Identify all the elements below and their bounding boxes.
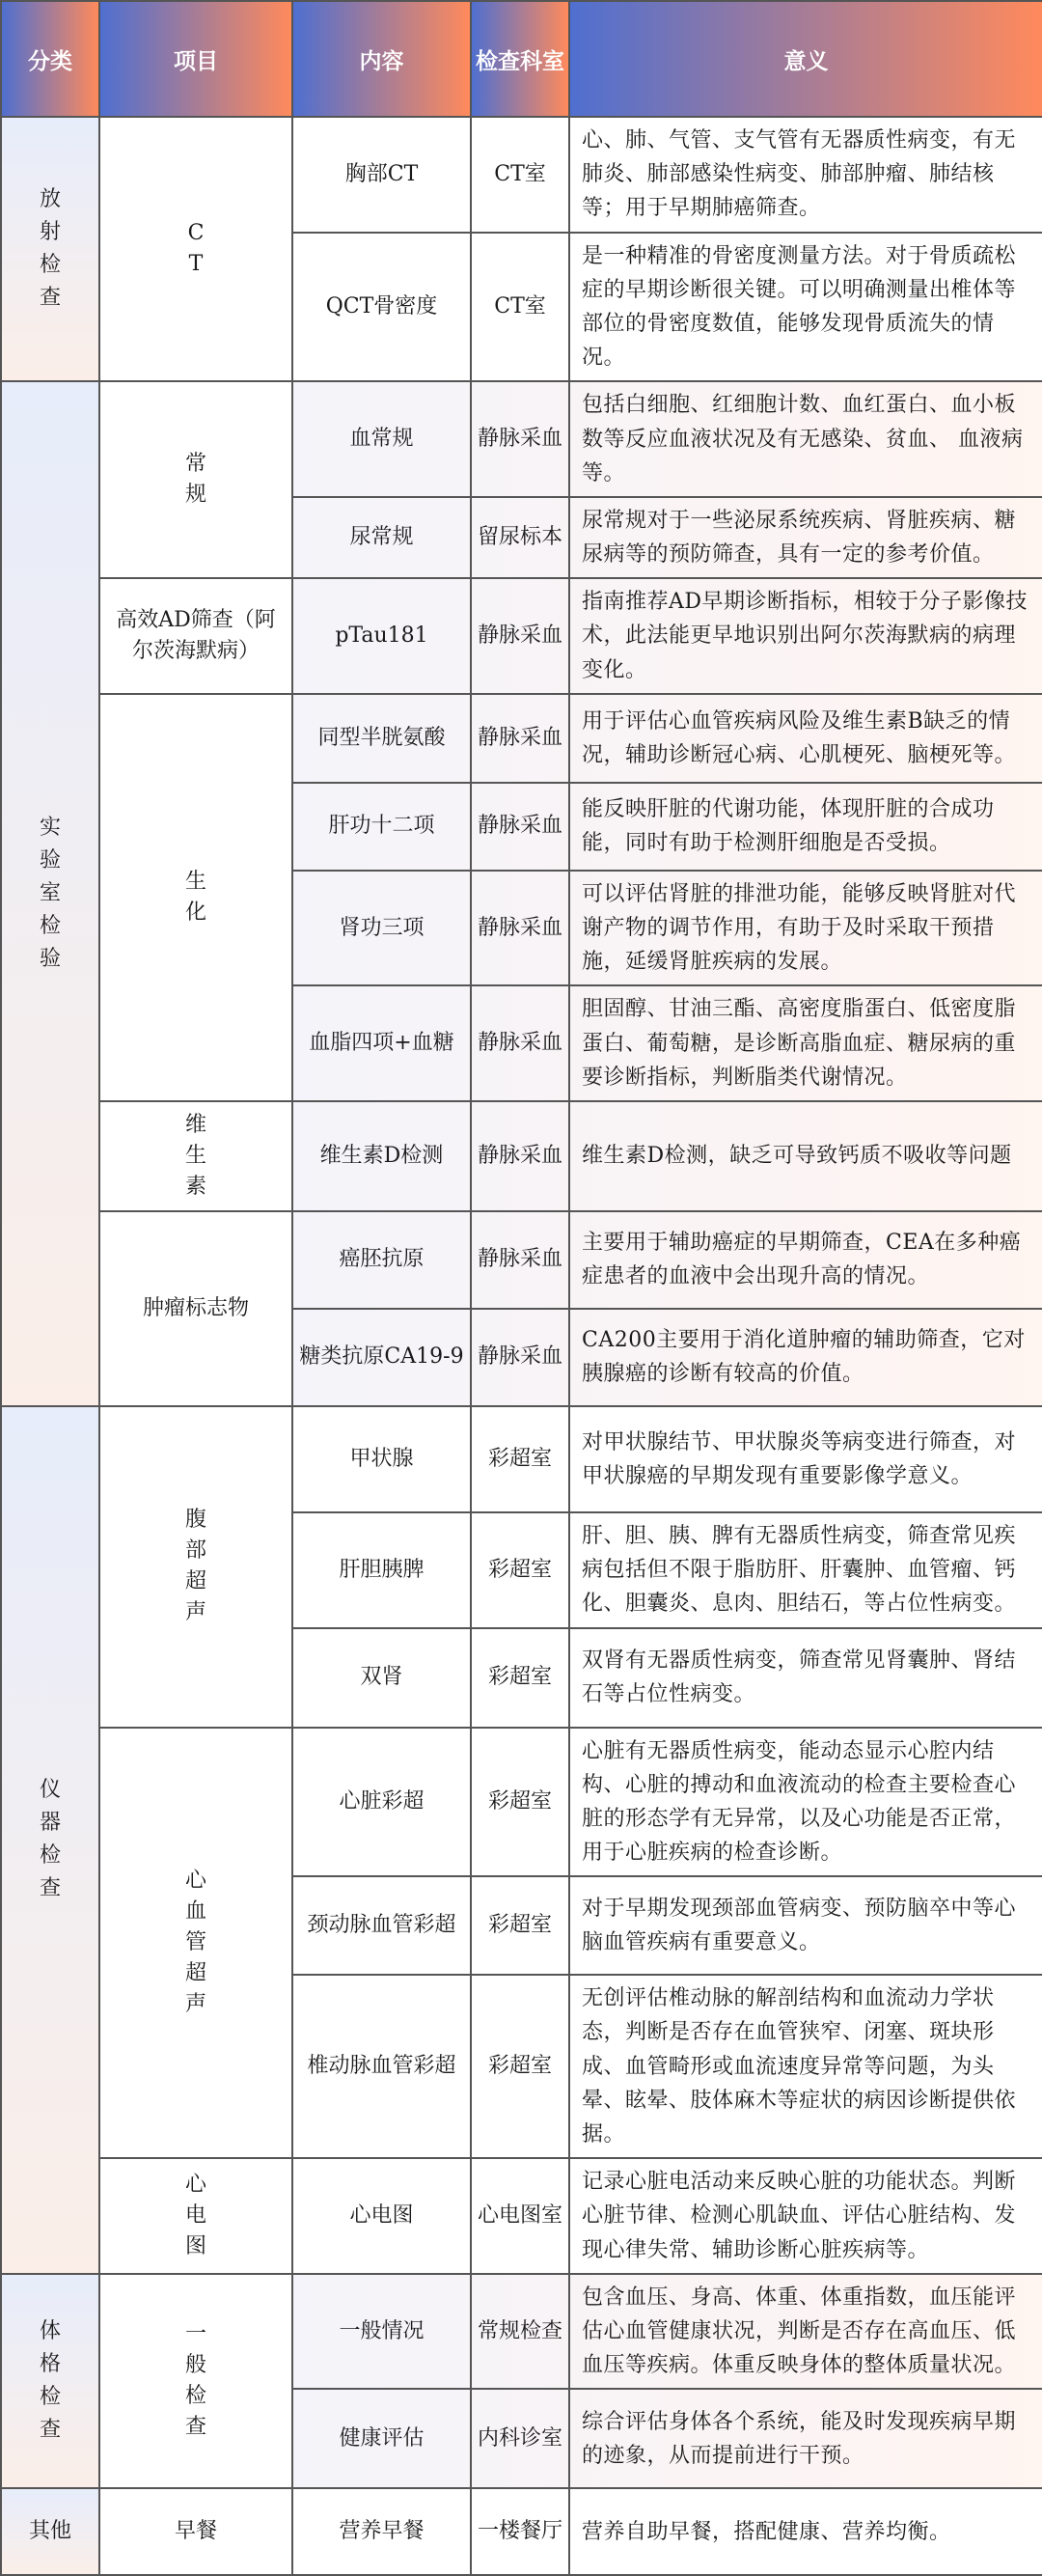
- meaning-cell: 对于早期发现颈部血管病变、预防脑卒中等心脑血管疾病有重要意义。: [569, 1876, 1042, 1975]
- content-cell: 糖类抗原CA19-9: [292, 1309, 471, 1406]
- header-item: 项目: [99, 1, 292, 117]
- meaning-cell: 维生素D检测，缺乏可导致钙质不吸收等问题: [569, 1101, 1042, 1211]
- dept-cell: 静脉采血: [471, 1309, 569, 1406]
- category-radiology: 放射检查: [1, 117, 99, 381]
- item-routine: 常规: [99, 381, 292, 578]
- dept-cell: CT室: [471, 117, 569, 233]
- table-row: [1, 1728, 1042, 1877]
- header-category: 分类: [1, 1, 99, 117]
- table-row: [1, 578, 1042, 694]
- table-row: [1, 1101, 1042, 1211]
- dept-cell: 静脉采血: [471, 381, 569, 497]
- content-cell: 椎动脉血管彩超: [292, 1975, 471, 2158]
- table-row: [1, 1406, 1042, 1512]
- dept-cell: 静脉采血: [471, 1211, 569, 1309]
- meaning-cell: 记录心脏电活动来反映心脏的功能状态。判断心脏节律、检测心肌缺血、评估心脏结构、发现心律失常、辅助诊断心脏疾病等。: [569, 2158, 1042, 2274]
- header-significance: 意义: [569, 1, 1042, 117]
- content-cell: 尿常规: [292, 497, 471, 578]
- table-row: [1, 117, 1042, 233]
- content-cell: QCT骨密度: [292, 233, 471, 382]
- meaning-cell: 可以评估肾脏的排泄功能，能够反映肾脏对代谢产物的调节作用，有助于及时采取干预措施，延缓肾脏疾病的发展。: [569, 871, 1042, 986]
- item-general: 一般检查: [99, 2274, 292, 2489]
- meaning-cell: 营养自助早餐，搭配健康、营养均衡。: [569, 2488, 1042, 2575]
- item-ecg: 心电图: [99, 2158, 292, 2274]
- item-biochem: 生化: [99, 694, 292, 1101]
- meaning-cell: CA200主要用于消化道肿瘤的辅助筛查，它对胰腺癌的诊断有较高的价值。: [569, 1309, 1042, 1406]
- item-cardio-ultrasound: 心血管超声: [99, 1728, 292, 2159]
- meaning-cell: 肝、胆、胰、脾有无器质性病变，筛查常见疾病包括但不限于脂肪肝、肝囊肿、血管瘤、钙化、胆囊炎、息肉、胆结石，等占位性病变。: [569, 1512, 1042, 1628]
- header-row: [1, 1, 1042, 117]
- dept-cell: 常规检查: [471, 2274, 569, 2390]
- dept-cell: 彩超室: [471, 1512, 569, 1628]
- dept-cell: 彩超室: [471, 1728, 569, 1877]
- meaning-cell: 对甲状腺结节、甲状腺炎等病变进行筛查，对甲状腺癌的早期发现有重要影像学意义。: [569, 1406, 1042, 1512]
- dept-cell: CT室: [471, 233, 569, 382]
- meaning-cell: 包括白细胞、红细胞计数、血红蛋白、血小板数等反应血液状况及有无感染、贫血、 血液病等。: [569, 381, 1042, 497]
- content-cell: pTau181: [292, 578, 471, 694]
- table-row: [1, 2488, 1042, 2575]
- meaning-cell: 是一种精准的骨密度测量方法。对于骨质疏松症的早期诊断很关键。可以明确测量出椎体等部位的骨密度数值，能够发现骨质流失的情况。: [569, 233, 1042, 382]
- content-cell: 肝功十二项: [292, 783, 471, 871]
- content-cell: 健康评估: [292, 2389, 471, 2488]
- table-row: [1, 381, 1042, 497]
- meaning-cell: 包含血压、身高、体重、体重指数，血压能评估心血管健康状况，判断是否存在高血压、低血压等疾病。体重反映身体的整体质量状况。: [569, 2274, 1042, 2390]
- category-instrument: 仪器检查: [1, 1406, 99, 2274]
- content-cell: 双肾: [292, 1628, 471, 1728]
- header-content: 内容: [292, 1, 471, 117]
- category-physical: 体格检查: [1, 2274, 99, 2489]
- category-lab: 实验室检验: [1, 381, 99, 1406]
- content-cell: 一般情况: [292, 2274, 471, 2390]
- meaning-cell: 双肾有无器质性病变，筛查常见肾囊肿、肾结石等占位性病变。: [569, 1628, 1042, 1728]
- dept-cell: 静脉采血: [471, 871, 569, 986]
- header-department: 检查科室: [471, 1, 569, 117]
- content-cell: 颈动脉血管彩超: [292, 1876, 471, 1975]
- content-cell: 血脂四项+血糖: [292, 985, 471, 1101]
- dept-cell: 彩超室: [471, 1876, 569, 1975]
- item-abdominal-ultrasound: 腹部超声: [99, 1406, 292, 1728]
- meaning-cell: 综合评估身体各个系统，能及时发现疾病早期的迹象，从而提前进行干预。: [569, 2389, 1042, 2488]
- content-cell: 甲状腺: [292, 1406, 471, 1512]
- dept-cell: 彩超室: [471, 1628, 569, 1728]
- meaning-cell: 用于评估心血管疾病风险及维生素B缺乏的情况，辅助诊断冠心病、心肌梗死、脑梗死等。: [569, 694, 1042, 783]
- content-cell: 心脏彩超: [292, 1728, 471, 1877]
- item-ct: CT: [99, 117, 292, 381]
- meaning-cell: 尿常规对于一些泌尿系统疾病、肾脏疾病、糖尿病等的预防筛查，具有一定的参考价值。: [569, 497, 1042, 578]
- dept-cell: 静脉采血: [471, 985, 569, 1101]
- dept-cell: 静脉采血: [471, 578, 569, 694]
- category-other: 其他: [1, 2488, 99, 2575]
- meaning-cell: 指南推荐AD早期诊断指标，相较于分子影像技术，此法能更早地识别出阿尔茨海默病的病理变化。: [569, 578, 1042, 694]
- content-cell: 维生素D检测: [292, 1101, 471, 1211]
- table-row: [1, 1211, 1042, 1309]
- dept-cell: 彩超室: [471, 1406, 569, 1512]
- item-vitamin: 维生素: [99, 1101, 292, 1211]
- dept-cell: 一楼餐厅: [471, 2488, 569, 2575]
- content-cell: 心电图: [292, 2158, 471, 2274]
- content-cell: 肾功三项: [292, 871, 471, 986]
- meaning-cell: 主要用于辅助癌症的早期筛查，CEA在多种癌症患者的血液中会出现升高的情况。: [569, 1211, 1042, 1309]
- dept-cell: 静脉采血: [471, 783, 569, 871]
- meaning-cell: 心、肺、气管、支气管有无器质性病变，有无肺炎、肺部感染性病变、肺部肿瘤、肺结核等；用于早期肺癌筛查。: [569, 117, 1042, 233]
- content-cell: 胸部CT: [292, 117, 471, 233]
- item-breakfast: 早餐: [99, 2488, 292, 2575]
- table-row: [1, 2158, 1042, 2274]
- content-cell: 癌胚抗原: [292, 1211, 471, 1309]
- meaning-cell: 无创评估椎动脉的解剖结构和血流动力学状态，判断是否存在血管狭窄、闭塞、斑块形成、血管畸形或血流速度异常等问题，为头晕、眩晕、肢体麻木等症状的病因诊断提供依据。: [569, 1975, 1042, 2158]
- item-tumor-markers: 肿瘤标志物: [99, 1211, 292, 1406]
- dept-cell: 静脉采血: [471, 694, 569, 783]
- dept-cell: 留尿标本: [471, 497, 569, 578]
- meaning-cell: 心脏有无器质性病变，能动态显示心腔内结构、心脏的搏动和血液流动的检查主要检查心脏的形态学有无异常，以及心功能是否正常，用于心脏疾病的检查诊断。: [569, 1728, 1042, 1877]
- content-cell: 血常规: [292, 381, 471, 497]
- dept-cell: 彩超室: [471, 1975, 569, 2158]
- content-cell: 营养早餐: [292, 2488, 471, 2575]
- table-row: [1, 2274, 1042, 2390]
- item-ad-screening: 高效AD筛查（阿尔茨海默病）: [99, 578, 292, 694]
- dept-cell: 心电图室: [471, 2158, 569, 2274]
- meaning-cell: 能反映肝脏的代谢功能，体现肝脏的合成功能，同时有助于检测肝细胞是否受损。: [569, 783, 1042, 871]
- content-cell: 肝胆胰脾: [292, 1512, 471, 1628]
- meaning-cell: 胆固醇、甘油三酯、高密度脂蛋白、低密度脂蛋白、葡萄糖，是诊断高脂血症、糖尿病的重要诊断指标，判断脂类代谢情况。: [569, 985, 1042, 1101]
- dept-cell: 内科诊室: [471, 2389, 569, 2488]
- content-cell: 同型半胱氨酸: [292, 694, 471, 783]
- table-row: [1, 694, 1042, 783]
- dept-cell: 静脉采血: [471, 1101, 569, 1211]
